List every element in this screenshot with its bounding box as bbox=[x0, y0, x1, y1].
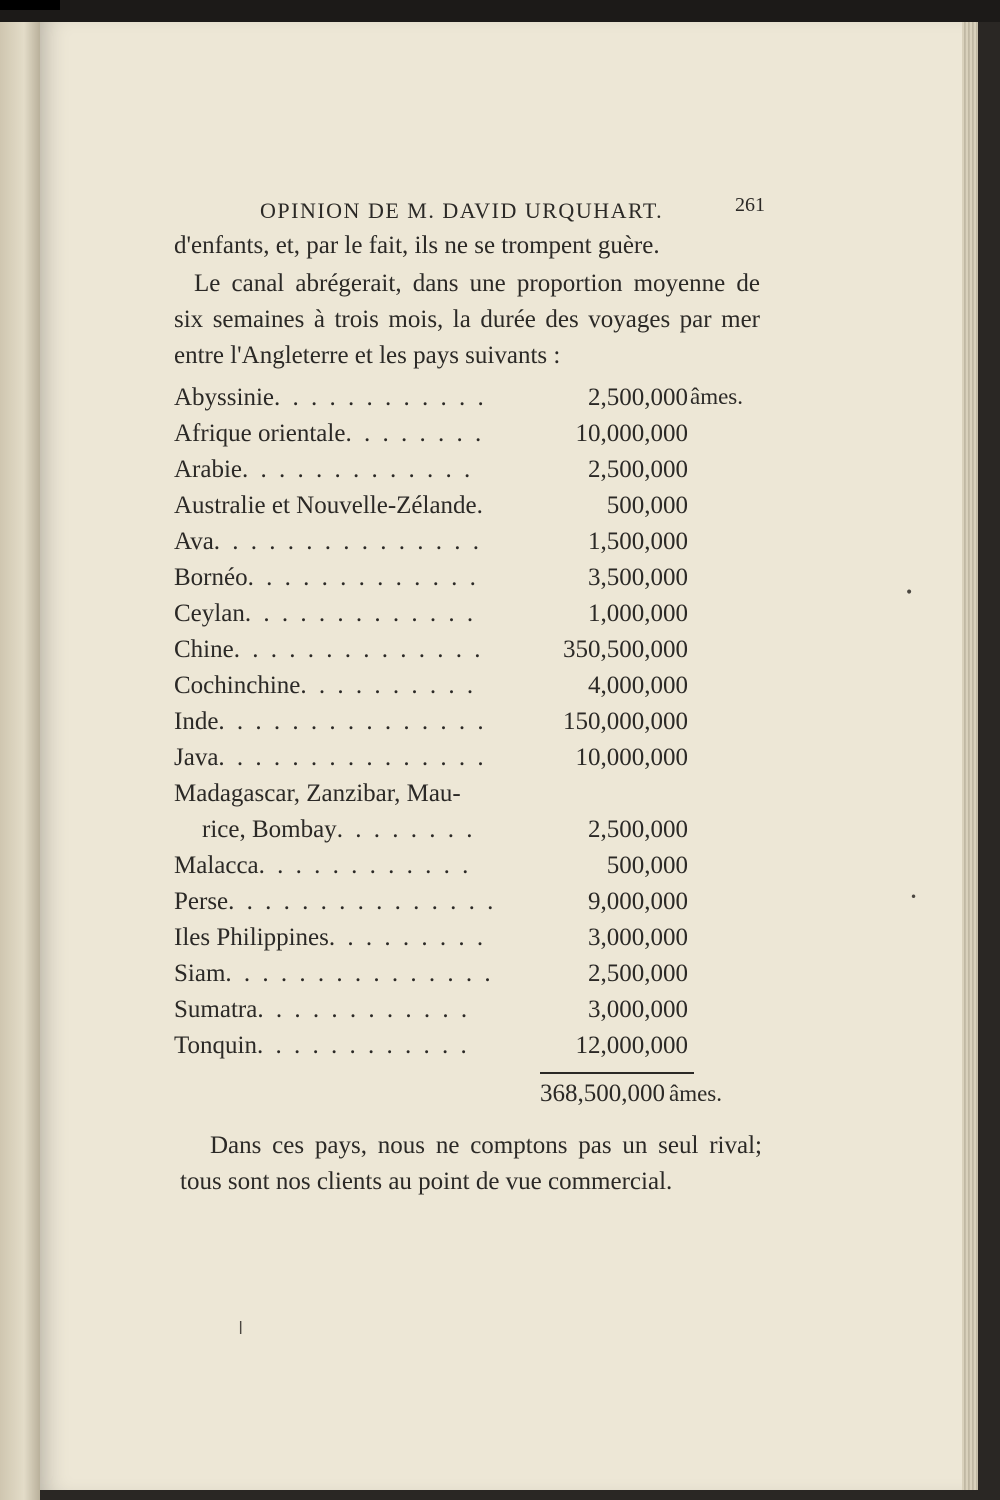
table-row bbox=[174, 528, 764, 564]
table-row bbox=[174, 852, 764, 888]
leader-dots: . . . . . . . . . . . . . . bbox=[233, 636, 484, 663]
population-value: 3,000,000 bbox=[588, 996, 688, 1023]
table-row bbox=[174, 924, 764, 960]
population-value: 12,000,000 bbox=[575, 1032, 688, 1059]
population-value: 9,000,000 bbox=[588, 888, 688, 915]
table-total bbox=[540, 1080, 722, 1108]
unit-label: âmes. bbox=[690, 384, 744, 409]
leader-dots: . . . . . . . . . . . . . bbox=[242, 456, 474, 483]
country-name: Ceylan bbox=[174, 600, 245, 627]
population-value: 3,000,000 bbox=[588, 924, 688, 951]
country-name: Malacca bbox=[174, 852, 259, 879]
leader-dots: . . . . . . . . . . . . . . . bbox=[213, 528, 483, 555]
table-row bbox=[174, 816, 764, 852]
country-name: Madagascar, Zanzibar, Mau- bbox=[174, 780, 461, 807]
leader-dots: . . . . . . . . . . . . . bbox=[247, 564, 479, 591]
total-value: 368,500,000 bbox=[540, 1080, 665, 1107]
table-row bbox=[174, 780, 764, 816]
table-row bbox=[174, 420, 764, 456]
country-name: rice, Bombay bbox=[202, 816, 337, 843]
total-rule bbox=[540, 1072, 694, 1074]
population-value: 500,000 bbox=[606, 852, 688, 879]
country-name: Perse bbox=[174, 888, 229, 915]
population-table bbox=[174, 384, 764, 1068]
table-row bbox=[174, 384, 764, 420]
leader-dots: . . . . . . . . . . bbox=[300, 672, 477, 699]
paragraph-intro: d'enfants, et, par le fait, ils ne se trompent guère. bbox=[174, 232, 660, 259]
running-title: OPINION DE M. DAVID URQUHART. bbox=[260, 198, 664, 223]
page-number: 261 bbox=[735, 194, 765, 216]
paragraph-conclusion: Dans ces pays, nous ne comptons pas un seul rival; tous sont nos clients au point de vue commercial. bbox=[180, 1132, 762, 1195]
population-value: 1,500,000 bbox=[588, 528, 688, 555]
leader-dots: . . . . . . . . . . . . bbox=[257, 996, 471, 1023]
country-name: Java bbox=[174, 744, 219, 771]
country-name: Chine bbox=[174, 636, 234, 663]
scan-tab bbox=[0, 0, 60, 10]
population-value: 500,000 bbox=[606, 492, 688, 519]
country-name: Afrique orientale bbox=[174, 420, 346, 447]
table-row bbox=[174, 888, 764, 924]
country-name: Cochinchine bbox=[174, 672, 301, 699]
leader-dots: . . . . . . . . . . . . . bbox=[244, 600, 477, 627]
population-value: 10,000,000 bbox=[575, 744, 688, 771]
population-value: 2,500,000 bbox=[588, 456, 688, 483]
leader-dots: . . . . . . . . . bbox=[328, 924, 487, 951]
country-name: Australie et Nouvelle-Zélande. bbox=[174, 492, 483, 519]
table-row bbox=[174, 636, 764, 672]
country-name: Ava bbox=[174, 528, 214, 555]
leader-dots: . . . . . . . . . . . . bbox=[274, 384, 487, 411]
leader-dots: . . . . . . . . . . . . . . . bbox=[225, 960, 494, 987]
speck-mark: • bbox=[905, 585, 914, 601]
speck-mark: ǀ bbox=[238, 1318, 244, 1339]
table-row bbox=[174, 960, 764, 996]
population-value: 4,000,000 bbox=[588, 672, 688, 699]
leader-dots: . . . . . . . . . . . . . . . bbox=[218, 744, 487, 771]
population-value: 10,000,000 bbox=[575, 420, 688, 447]
running-header bbox=[255, 190, 765, 226]
population-value: 1,000,000 bbox=[588, 600, 688, 627]
population-value: 350,500,000 bbox=[563, 636, 688, 663]
leader-dots: . . . . . . . . bbox=[345, 420, 485, 447]
country-name: Iles Philippines bbox=[174, 924, 329, 951]
population-value: 2,500,000 bbox=[588, 960, 688, 987]
table-row bbox=[174, 456, 764, 492]
country-name: Bornéo bbox=[174, 564, 248, 591]
table-row bbox=[174, 564, 764, 600]
table-row bbox=[174, 492, 764, 528]
population-value: 2,500,000 bbox=[588, 816, 688, 843]
population-value: 150,000,000 bbox=[563, 708, 688, 735]
leader-dots: . . . . . . . . . . . . . . . bbox=[218, 708, 487, 735]
page-edges bbox=[962, 22, 978, 1490]
scan-border bbox=[0, 0, 1000, 22]
paragraph-canal: Le canal abrégerait, dans une proportion moyenne de six semaines à trois mois, la durée des voyages par mer entre l'Angleterre et les pays suivants : bbox=[174, 270, 760, 369]
country-name: Siam bbox=[174, 960, 226, 987]
leader-dots: . . . . . . . . bbox=[336, 816, 476, 843]
country-name: Arabie bbox=[174, 456, 243, 483]
leader-dots: . . . . . . . . . . . . bbox=[258, 852, 472, 879]
population-value: 3,500,000 bbox=[588, 564, 688, 591]
country-name: Sumatra bbox=[174, 996, 258, 1023]
table-row bbox=[174, 996, 764, 1032]
country-name: Tonquin bbox=[174, 1032, 257, 1059]
table-row bbox=[174, 600, 764, 636]
table-row bbox=[174, 744, 764, 780]
population-value: 2,500,000 bbox=[588, 384, 688, 411]
leader-dots: . . . . . . . . . . . . . . . bbox=[228, 888, 497, 915]
facing-page-edge bbox=[0, 22, 40, 1500]
country-name: Inde bbox=[174, 708, 219, 735]
table-row bbox=[174, 672, 764, 708]
table-row bbox=[174, 708, 764, 744]
leader-dots: . . . . . . . . . . . . bbox=[256, 1032, 470, 1059]
speck-mark: • bbox=[910, 890, 918, 904]
total-unit: âmes. bbox=[669, 1081, 723, 1106]
table-row bbox=[174, 1032, 764, 1068]
country-name: Abyssinie bbox=[174, 384, 274, 411]
